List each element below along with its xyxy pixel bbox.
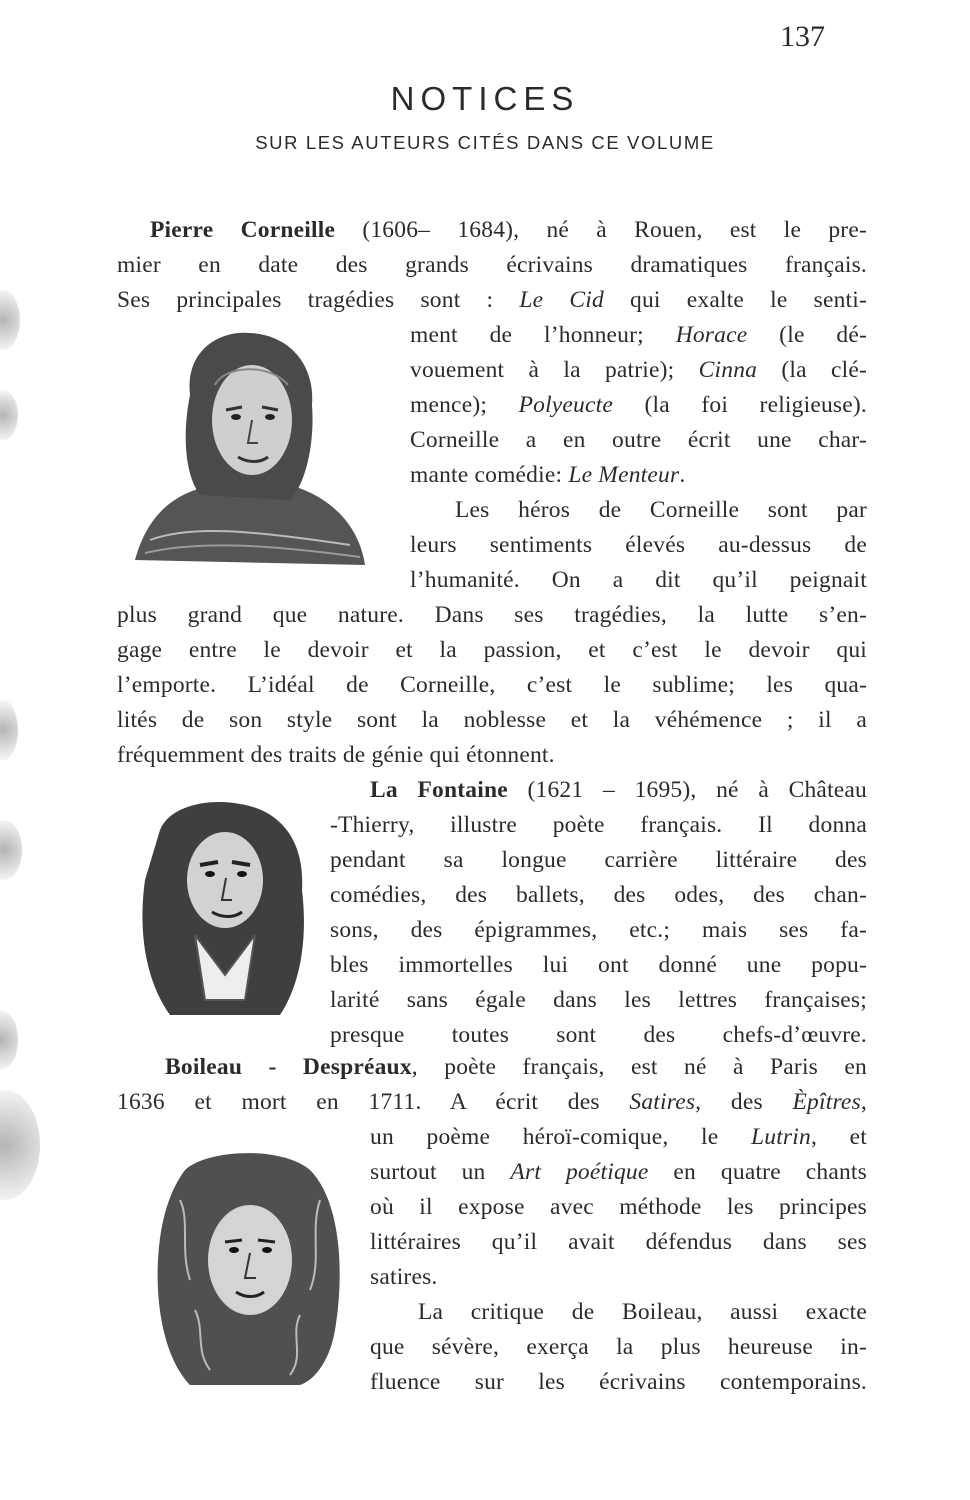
lafontaine-portrait: [130, 800, 320, 1020]
boileau-line-6: littéraires qu’il avait défendus dans ses: [370, 1229, 867, 1255]
lafontaine-line-5: sons, des épigrammes, etc.; mais ses fa-: [330, 917, 867, 943]
corneille-line-6: mence); Polyeucte (la foi religieuse).: [410, 392, 867, 418]
corneille-line-5: vouement à la patrie); Cinna (la clé-: [410, 357, 867, 383]
boileau-line-5: où il expose avec méthode les principes: [370, 1194, 867, 1220]
corneille-line-12: plus grand que nature. Dans ses tragédies, la lutte s’en-: [117, 602, 867, 628]
lafontaine-line-1: La Fontaine (1621 – 1695), né à Château: [370, 777, 868, 803]
corneille-portrait: [130, 325, 370, 570]
lafontaine-line-6: bles immortelles lui ont donné une popu-: [330, 952, 867, 978]
corneille-line-16: fréquemment des traits de génie qui étonnent.: [117, 742, 555, 768]
corneille-line-7: Corneille a en outre écrit une char-: [410, 427, 867, 453]
corneille-line-8: mante comédie: Le Menteur.: [410, 462, 686, 488]
corneille-line-3: Ses principales tragédies sont : Le Cid qui exalte le senti-: [117, 287, 868, 313]
corneille-line-13: gage entre le devoir et la passion, et c’est le devoir qui: [117, 637, 867, 663]
corneille-line-9: Les héros de Corneille sont par: [455, 497, 867, 523]
corneille-line-2: mier en date des grands écrivains dramatiques français.: [117, 252, 867, 278]
boileau-line-9: que sévère, exerça la plus heureuse in-: [370, 1334, 867, 1360]
corneille-line-4: ment de l’honneur; Horace (le dé-: [410, 322, 867, 348]
page-subtitle: SUR LES AUTEURS CITÉS DANS CE VOLUME: [255, 132, 715, 153]
boileau-line-3: un poème héroï-comique, le Lutrin, et: [370, 1124, 867, 1150]
boileau-line-1: Boileau - Despréaux, poète français, est né à Paris en: [165, 1054, 867, 1080]
author-name-lafontaine: La Fontaine: [370, 777, 508, 803]
corneille-line-15: lités de son style sont la noblesse et la véhémence ; il a: [117, 707, 867, 733]
lafontaine-line-7: larité sans égale dans les lettres françaises;: [330, 987, 867, 1013]
page-title: NOTICES: [390, 80, 580, 117]
lafontaine-line-2: -Thierry, illustre poète français. Il donna: [330, 812, 867, 838]
boileau-line-10: fluence sur les écrivains contemporains.: [370, 1369, 867, 1395]
corneille-line-11: l’humanité. On a dit qu’il peignait: [410, 567, 867, 593]
corneille-line-14: l’emporte. L’idéal de Corneille, c’est le sublime; les qua-: [117, 672, 867, 698]
author-name-boileau: Boileau - Despréaux: [165, 1054, 412, 1080]
corneille-line-1: Pierre Corneille (1606– 1684), né à Rouen, est le pre-: [150, 217, 867, 243]
lafontaine-line-8: presque toutes sont des chefs-d’œuvre.: [330, 1022, 867, 1048]
boileau-line-8: La critique de Boileau, aussi exacte: [418, 1299, 867, 1325]
author-name-corneille: Pierre Corneille: [150, 217, 336, 243]
boileau-line-2: 1636 et mort en 1711. A écrit des Satires, des Èpîtres,: [117, 1089, 867, 1115]
lafontaine-line-4: comédies, des ballets, des odes, des chan-: [330, 882, 867, 908]
boileau-line-4: surtout un Art poétique en quatre chants: [370, 1159, 867, 1185]
boileau-line-7: satires.: [370, 1264, 438, 1290]
corneille-line-10: leurs sentiments élevés au-dessus de: [410, 532, 867, 558]
lafontaine-line-3: pendant sa longue carrière littéraire des: [330, 847, 867, 873]
page-number: 137: [780, 20, 825, 53]
boileau-portrait: [150, 1150, 350, 1390]
